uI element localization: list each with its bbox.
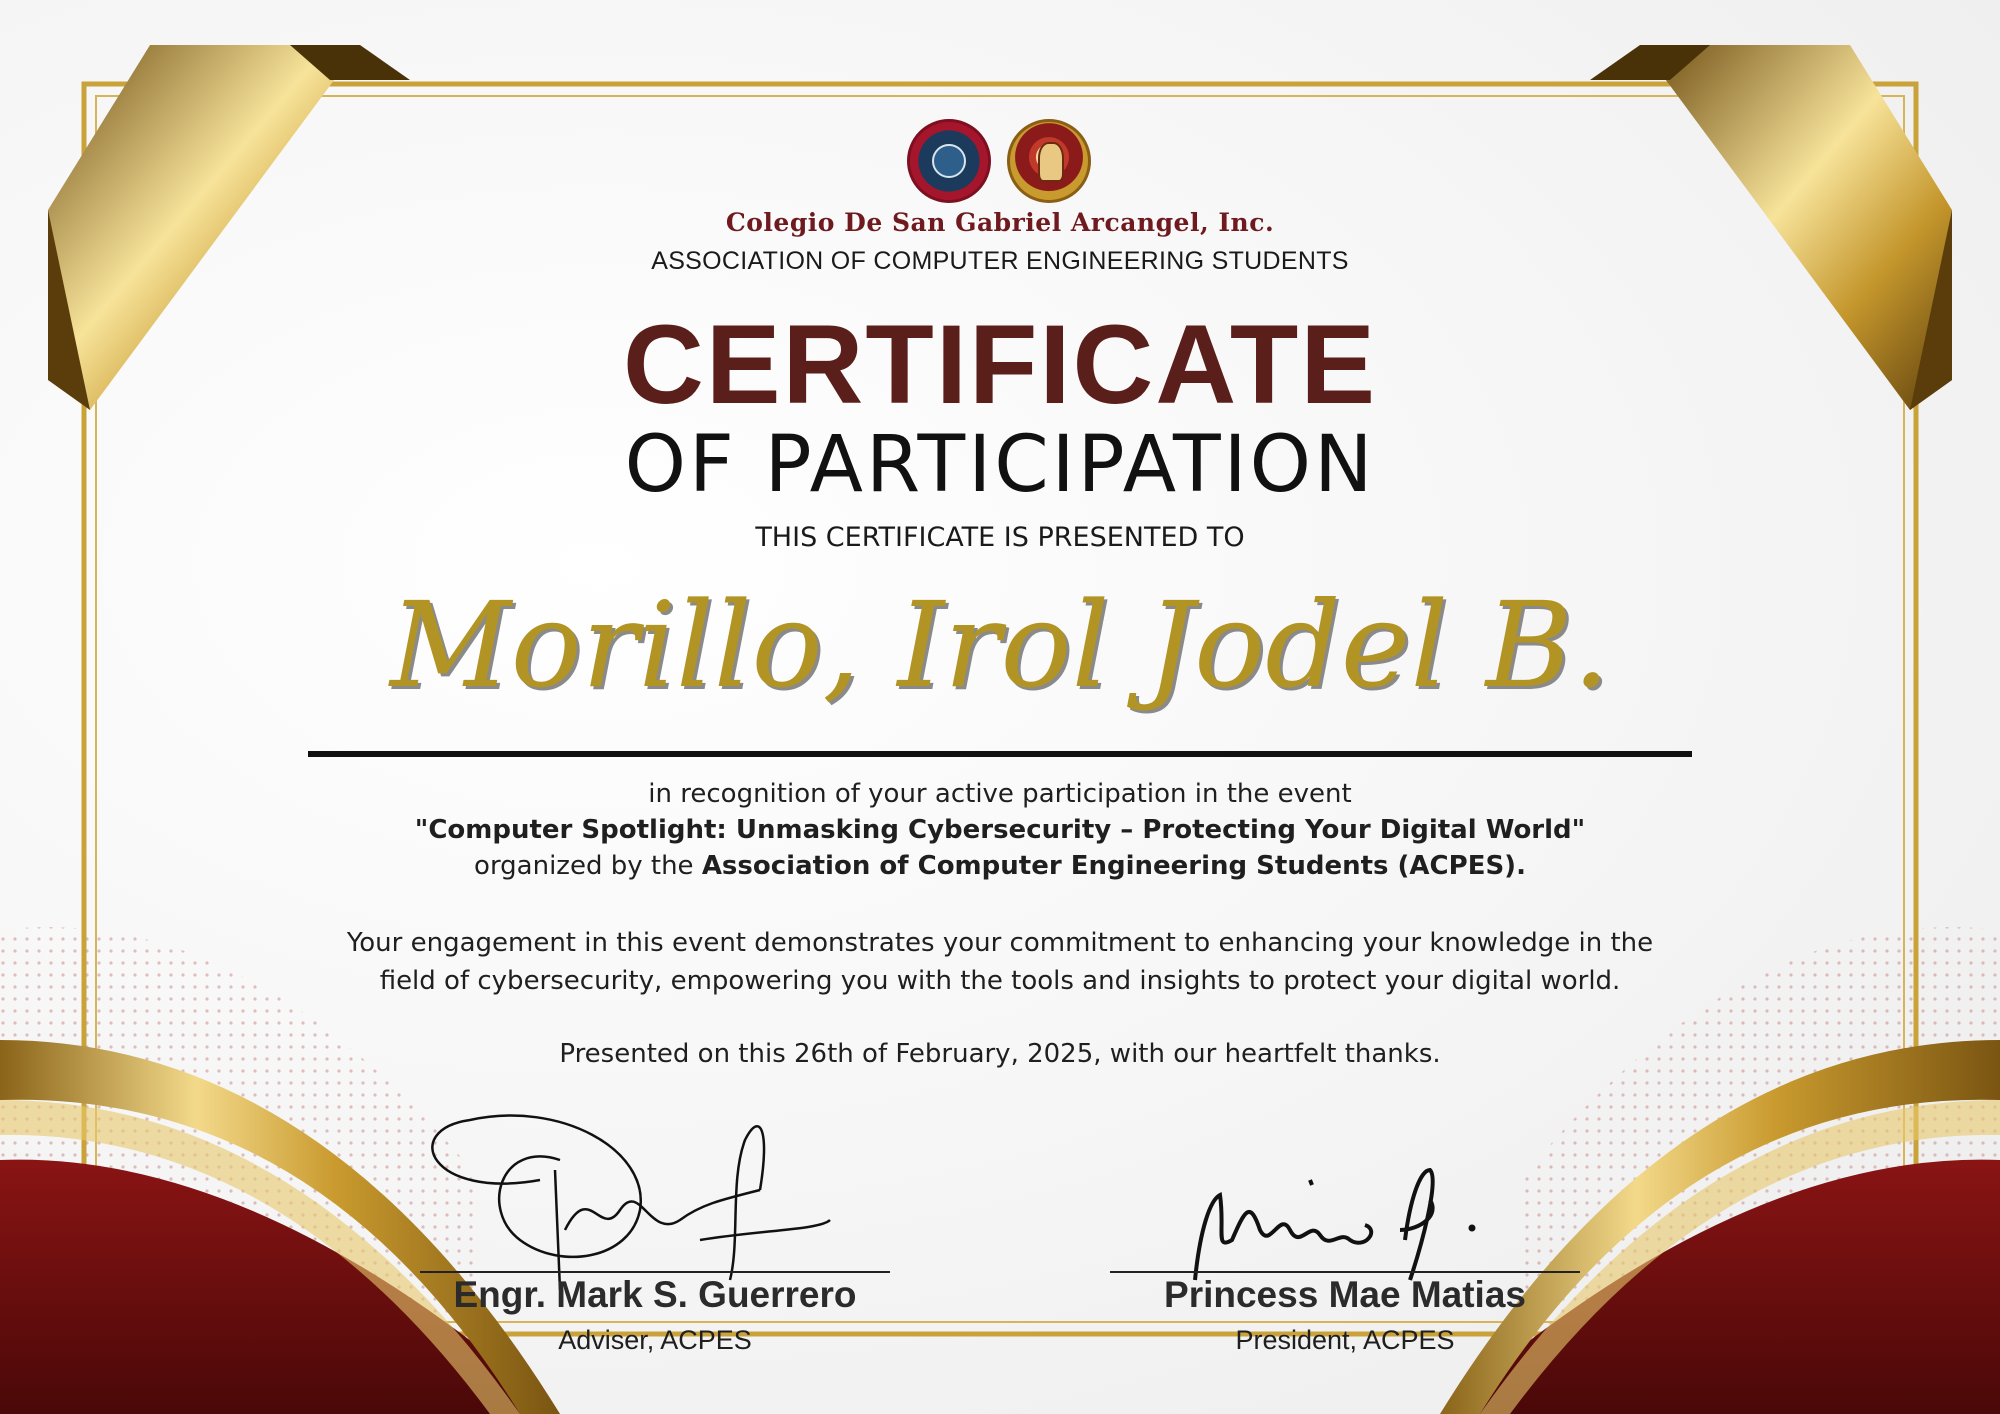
signature-guerrero [432,1116,830,1290]
recognition-text: in recognition of your active participation in the event [648,779,1352,809]
acpes-logo [907,119,991,203]
presented-on-text: Presented on this 26th of February, 2025, with our heartfelt thanks. [559,1039,1441,1069]
school-name: Colegio De San Gabriel Arcangel, Inc. [725,208,1275,237]
certificate-subtitle: OF PARTICIPATION [624,420,1376,510]
organized-prefix: organized by the [474,851,702,881]
engagement-text-line-2: field of cybersecurity, empowering you with the tools and insights to protect your digital world. [379,966,1621,996]
recipient-underline [308,751,1692,757]
presented-to-label: THIS CERTIFICATE IS PRESENTED TO [755,522,1245,553]
signatory-role-adviser: Adviser, ACPES [558,1325,752,1355]
recipient-name: Morillo, Irol Jodel B. [389,576,1611,714]
signatory-name-adviser: Engr. Mark S. Guerrero [453,1274,857,1315]
school-seal-logo [1007,119,1091,203]
signatory-role-president: President, ACPES [1235,1325,1455,1355]
engagement-text-line-1: Your engagement in this event demonstrates your commitment to enhancing your knowledge in the [346,928,1654,958]
organization-name: ASSOCIATION OF COMPUTER ENGINEERING STUDENTS [651,247,1349,275]
signature-line-president [1110,1271,1580,1273]
organizer-name: Association of Computer Engineering Students (ACPES). [701,851,1526,881]
signatory-name-president: Princess Mae Matias [1164,1274,1526,1315]
signature-line-adviser [420,1271,890,1273]
event-title: "Computer Spotlight: Unmasking Cybersecurity – Protecting Your Digital World" [414,815,1586,845]
organized-by-text [0,848,2000,884]
signature-matias [1195,1170,1474,1280]
certificate-title: CERTIFICATE [622,302,1378,427]
